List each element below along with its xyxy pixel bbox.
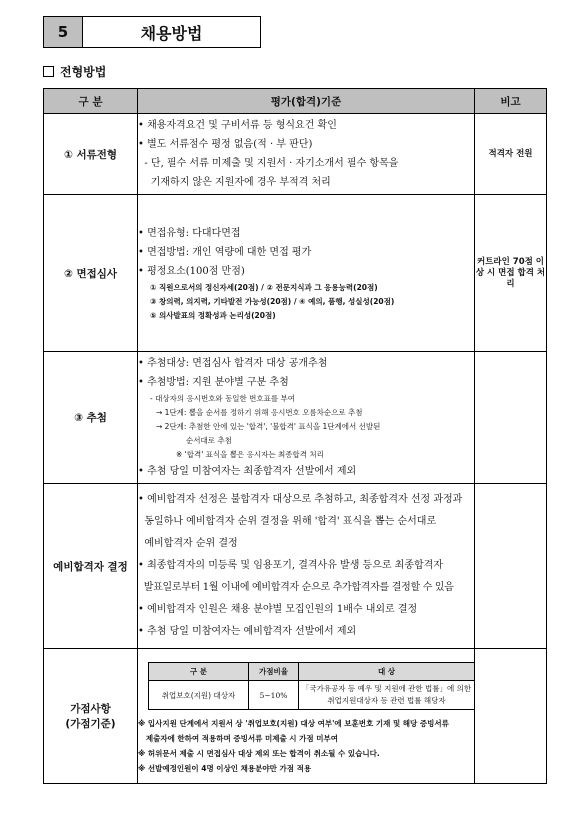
table-row — [44, 352, 547, 484]
header-criteria: 평가(합격)기준 — [138, 89, 475, 114]
category-reserve-candidates: 예비합격자 결정 — [44, 484, 138, 649]
header-category: 구 분 — [44, 89, 138, 114]
note-cell: 커트라인 70점 이상 시 면접 합격 처리 — [475, 195, 547, 352]
note-cell — [475, 352, 547, 484]
section-header — [43, 16, 261, 48]
footnote: ※ 선발예정인원이 4명 이상인 채용분야만 가점 적용 — [138, 764, 312, 773]
bonus-header-rate: 가점비율 — [249, 663, 299, 681]
criteria-line: • 별도 서류점수 평정 없음(적 · 부 판단) — [138, 139, 313, 150]
bonus-header-category: 구 분 — [149, 663, 249, 681]
criteria-line: • 예비합격자 인원은 채용 분야별 모집인원의 1배수 내외로 결정 — [138, 604, 418, 615]
evaluation-element: ⑤ 의사발표의 정확성과 논리성(20점) — [150, 310, 276, 320]
table-header-row — [44, 89, 547, 114]
header-note: 비고 — [475, 89, 547, 114]
lottery-sub-line: 순서대로 추첨 — [186, 436, 232, 445]
checkbox-square-icon — [43, 66, 54, 77]
note-cell: 적격자 전원 — [475, 114, 547, 195]
criteria-cell — [138, 195, 475, 352]
bonus-target — [299, 681, 475, 710]
criteria-line: • 평정요소(100점 만점) — [138, 265, 245, 277]
bonus-target-line: 취업지원대상자 등 관련 법률 해당자 — [327, 696, 446, 705]
category-document-screening: ① 서류전형 — [44, 114, 138, 195]
criteria-line: • 추첨방법: 지원 분야별 구분 추첨 — [138, 377, 289, 388]
category-lottery: ③ 추첨 — [44, 352, 138, 484]
criteria-line: 기재하지 않은 지원자에 경우 부적격 처리 — [138, 177, 331, 188]
bonus-target-line: 「국가유공자 등 예우 및 지원에 관한 법률」에 의한 — [301, 684, 472, 693]
note-cell — [475, 649, 547, 784]
section-number: 5 — [44, 17, 83, 47]
criteria-line: 발표일로부터 1월 이내에 예비합격자 순으로 추가합격자를 결정할 수 있음 — [138, 582, 454, 593]
footnote: 제출자에 한하여 적용하며 증빙서류 미제출 시 가점 미부여 — [138, 734, 338, 743]
criteria-line: • 추첨 당일 미참여자는 예비합격자 선발에서 제외 — [138, 626, 357, 637]
section-title: 채용방법 — [140, 23, 203, 43]
criteria-cell — [138, 114, 475, 195]
bonus-table — [148, 662, 475, 710]
bonus-table-row — [149, 681, 475, 710]
lottery-sub-line: → 1단계: 뽑을 순서를 정하기 위해 응시번호 오름차순으로 추첨 — [156, 408, 363, 417]
bonus-table-header — [149, 663, 475, 681]
criteria-cell — [138, 649, 475, 784]
evaluation-element: ③ 창의력, 의지력, 기타발전 가능성(20점) / ④ 예의, 품행, 성실성(20점) — [150, 296, 395, 306]
category-label: 가점사항 — [70, 703, 111, 715]
criteria-line: • 면접유형: 다대다면접 — [138, 227, 241, 239]
table-row — [44, 114, 547, 195]
category-bonus-points — [44, 649, 138, 784]
criteria-cell — [138, 352, 475, 484]
footnote: ※ 허위문서 제출 시 면접심사 대상 제외 또는 합격이 취소될 수 있습니다. — [138, 749, 380, 758]
bonus-category: 취업보호(지원) 대상자 — [149, 681, 249, 710]
criteria-line: - 단, 필수 서류 미제출 및 지원서 · 자기소개서 필수 항목을 — [138, 158, 399, 169]
table-row — [44, 649, 547, 784]
bonus-rate: 5~10% — [249, 681, 299, 710]
criteria-cell — [138, 484, 475, 649]
criteria-line: • 면접방법: 개인 역량에 대한 면접 평가 — [138, 246, 312, 258]
criteria-line: 예비합격자 순위 결정 — [138, 538, 238, 549]
bonus-header-target: 대 상 — [299, 663, 475, 681]
lottery-sub-line: - 대상자의 응시번호와 동일한 번호표를 부여 — [150, 394, 296, 403]
criteria-line: • 예비합격자 선정은 불합격자 대상으로 추첨하고, 최종합격자 선정 과정과 — [138, 494, 463, 505]
criteria-line: 동일하나 예비합격자 순위 결정을 위해 '합격' 표식을 뽑는 순서대로 — [138, 516, 437, 527]
footnote: ※ 입사지원 단계에서 지원서 상 '취업보호(지원) 대상 여부'에 보훈번호 기재 및 해당 증빙서류 — [138, 719, 449, 728]
criteria-line: • 추첨 당일 미참여자는 최종합격자 선발에서 제외 — [138, 466, 357, 477]
subheading-text: 전형방법 — [60, 65, 107, 79]
criteria-line: • 최종합격자의 미등록 및 임용포기, 결격사유 발생 등으로 최종합격자 — [138, 560, 443, 571]
lottery-sub-line: → 2단계: 추첨한 안에 있는 '합격', '불합격' 표식을 1단계에서 선발된 — [156, 422, 381, 431]
lottery-sub-line: ※ '합격' 표식을 뽑은 응시자는 최종합격 처리 — [176, 450, 324, 459]
subheading — [43, 63, 106, 80]
category-sublabel: (가점기준) — [65, 718, 116, 730]
table-row — [44, 484, 547, 649]
evaluation-element: ① 직원으로서의 정신자세(20점) / ② 전문지식과 그 응용능력(20점) — [150, 282, 378, 292]
criteria-line: • 채용자격요건 및 구비서류 등 형식요건 확인 — [138, 120, 337, 131]
category-interview: ② 면접심사 — [44, 195, 138, 352]
criteria-line: • 추첨대상: 면접심사 합격자 대상 공개추첨 — [138, 358, 328, 369]
table-row — [44, 195, 547, 352]
selection-method-table — [43, 88, 547, 784]
note-cell — [475, 484, 547, 649]
